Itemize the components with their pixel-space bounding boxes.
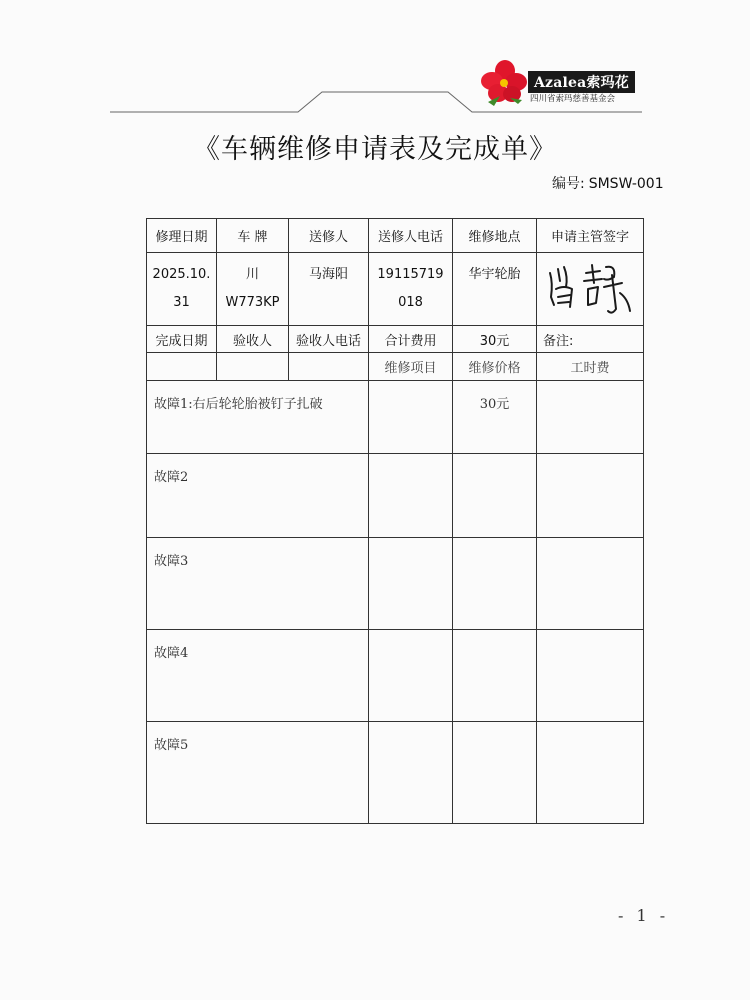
- fault-2-description: 故障2: [147, 454, 369, 538]
- receiver-label: 验收人: [217, 326, 289, 353]
- blank-receiver-phone: [289, 353, 369, 381]
- fault-row-3: [147, 538, 644, 630]
- blank-receiver: [217, 353, 289, 381]
- header-repair-date: 修理日期: [147, 219, 217, 253]
- fault-1-description: 故障1:右后轮轮胎被钉子扎破: [147, 381, 369, 454]
- header-rule: [0, 86, 750, 116]
- page-number: - 1 -: [618, 906, 670, 925]
- logo-subtitle: 四川省索玛慈善基金会: [530, 94, 616, 104]
- total-cost-value: 30元: [453, 326, 537, 353]
- fault-1-labor: [537, 381, 644, 454]
- repair-date-line2: 31: [173, 295, 190, 310]
- fault-4-description: 故障4: [147, 630, 369, 722]
- supervisor-signature-cell: [537, 253, 644, 326]
- fault-2-price: [453, 454, 537, 538]
- fault-4-labor: [537, 630, 644, 722]
- repair-form-table: [146, 218, 644, 824]
- header-sender-phone: 送修人电话: [369, 219, 453, 253]
- fault-row-1: [147, 381, 644, 454]
- header-sender: 送修人: [289, 219, 369, 253]
- sub-header-row: [147, 353, 644, 381]
- fault-1-item: [369, 381, 453, 454]
- document-number: [552, 173, 664, 193]
- document-number-label: 编号:: [552, 176, 585, 192]
- plate-line2: W773KP: [225, 295, 280, 310]
- fault-2-item: [369, 454, 453, 538]
- fault-row-4: [147, 630, 644, 722]
- header-plate: 车 牌: [217, 219, 289, 253]
- request-row: [147, 253, 644, 326]
- header-repair-price: 维修价格: [453, 353, 537, 381]
- fault-row-2: [147, 454, 644, 538]
- fault-5-item: [369, 722, 453, 824]
- document-title: 《车辆维修申请表及完成单》: [193, 134, 557, 165]
- phone-line1: 19115719: [377, 267, 444, 282]
- plate-cell: [217, 253, 289, 326]
- fault-3-description: 故障3: [147, 538, 369, 630]
- handwritten-signature: [542, 259, 638, 319]
- header-location: 维修地点: [453, 219, 537, 253]
- location-cell: 华宇轮胎: [453, 253, 537, 326]
- fault-5-description: 故障5: [147, 722, 369, 824]
- fault-5-labor: [537, 722, 644, 824]
- document-number-value: SMSW-001: [588, 176, 664, 192]
- repair-date-line1: 2025.10.: [152, 267, 211, 282]
- fault-1-price: 30元: [453, 381, 537, 454]
- header-labor-fee: 工时费: [537, 353, 644, 381]
- fault-4-item: [369, 630, 453, 722]
- logo-brand-text: Azalea索玛花: [528, 71, 635, 93]
- completion-date-label: 完成日期: [147, 326, 217, 353]
- plate-line1: 川: [245, 267, 259, 282]
- completion-row: [147, 326, 644, 353]
- blank-completion-date: [147, 353, 217, 381]
- header-supervisor-signature: 申请主管签字: [537, 219, 644, 253]
- fault-3-labor: [537, 538, 644, 630]
- receiver-phone-label: 验收人电话: [289, 326, 369, 353]
- fault-4-price: [453, 630, 537, 722]
- phone-line2: 018: [398, 295, 423, 310]
- fault-5-price: [453, 722, 537, 824]
- header-row: [147, 219, 644, 253]
- repair-date-cell: [147, 253, 217, 326]
- fault-3-price: [453, 538, 537, 630]
- fault-3-item: [369, 538, 453, 630]
- fault-row-5: [147, 722, 644, 824]
- fault-2-labor: [537, 454, 644, 538]
- header-repair-item: 维修项目: [369, 353, 453, 381]
- sender-cell: 马海阳: [289, 253, 369, 326]
- sender-phone-cell: [369, 253, 453, 326]
- remark-label: 备注:: [537, 326, 644, 353]
- total-cost-label: 合计费用: [369, 326, 453, 353]
